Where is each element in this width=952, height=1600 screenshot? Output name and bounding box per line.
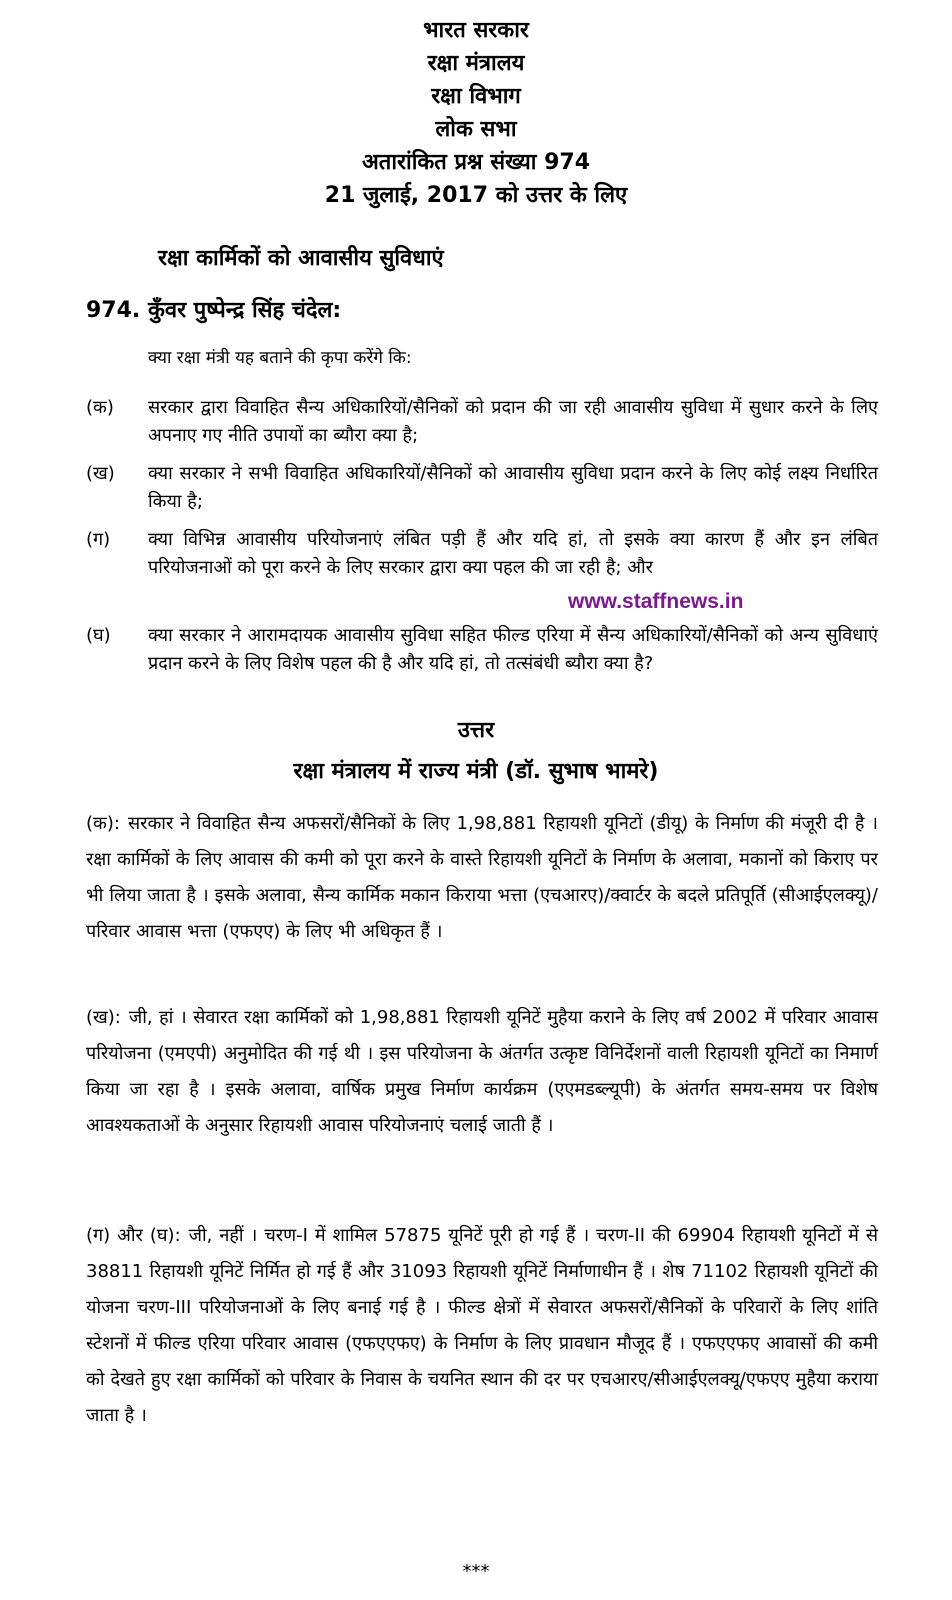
question-part-label: (ग)	[86, 529, 111, 550]
answer-part-text: जी, नहीं । चरण-I में शामिल 57875 यूनिटें पूरी हो गई हैं । चरण-II की 69904 रिहायशी यूनिटों में से 38811 रिहायशी यूनिटें निर्मित हो गई हैं और 31093 रिहायशी यूनिटें निर्माणाधीन हैं । शेष 71102 रिहायशी यूनिटों की योजना चरण-III परियोजनाओं के लिए बनाई गई है । फील्ड क्षेत्रों में सेवारत अफसरों/सैनिकों के परिवारों के लिए शांति स्टेशनों में फील्ड एरिया परिवार आवास (एफएएफए) के निर्माण के लिए प्रावधान मौजूद हैं । एफएएफए आवासों की कमी को देखते हुए रक्षा कार्मिकों को परिवार के निवास के चयनित स्थान की दर पर एचआरए/सीआईएलक्यू/एफएए मुहैया कराया जाता है ।	[86, 1225, 879, 1426]
question-part-ka	[86, 394, 878, 450]
question-part-ga	[86, 526, 878, 582]
question-part-text: क्या सरकार ने आरामदायक आवासीय सुविधा सहित फील्ड एरिया में सैन्य अधिकारियों/सैनिकों को अन्य सुविधाएं प्रदान करने के लिए विशेष पहल की है और यदि हां, तो तत्संबंधी ब्यौरा क्या है?	[148, 625, 878, 674]
question-part-gha	[86, 622, 878, 678]
question-part-kha	[86, 460, 878, 516]
header-department: रक्षा विभाग	[431, 84, 521, 109]
question-part-text: क्या सरकार ने सभी विवाहित अधिकारियों/सैनिकों को आवासीय सुविधा प्रदान करने के लिए कोई लक्ष्य निर्धारित किया है;	[148, 463, 878, 512]
answer-part-label: (ख):	[86, 1007, 121, 1028]
answering-minister: रक्षा मंत्रालय में राज्य मंत्री (डॉ. सुभाष भामरे)	[293, 759, 659, 784]
answer-part-text: सरकार ने विवाहित सैन्य अफसरों/सैनिकों के लिए 1,98,881 रिहायशी यूनिटों (डीयू) के निर्माण की मंजूरी दी है । रक्षा कार्मिकों के लिए आवास की कमी को पूरा करने के वास्ते रिहायशी यूनिटों के निर्माण के अलावा, मकानों को किराए पर भी लिया जाता है । इसके अलावा, सैन्य कार्मिक मकान किराया भत्ता (एचआरए)/क्वार्टर के बदले प्रतिपूर्ति (सीआईएलक्यू)/परिवार आवास भत्ता (एफएए) के लिए भी अधिकृत हैं ।	[86, 813, 878, 942]
question-subject: रक्षा कार्मिकों को आवासीय सुविधाएं	[158, 246, 444, 271]
header-question-number: अतारांकित प्रश्न संख्या 974	[361, 150, 591, 175]
answer-part-ka	[86, 806, 878, 950]
answer-heading: उत्तर	[457, 718, 495, 743]
question-part-text: सरकार द्वारा विवाहित सैन्य अधिकारियों/सैनिकों को प्रदान की जा रही आवासीय सुविधा में सुधार करने के लिए अपनाए गए नीति उपायों का ब्यौरा क्या है;	[148, 397, 878, 446]
question-part-label: (ख)	[86, 463, 115, 484]
question-intro: क्या रक्षा मंत्री यह बताने की कृपा करेंगे कि:	[148, 348, 412, 368]
question-part-label: (क)	[86, 397, 114, 418]
question-part-label: (घ)	[86, 625, 111, 646]
header-ministry: रक्षा मंत्रालय	[427, 51, 525, 76]
header-government: भारत सरकार	[423, 18, 529, 43]
question-heading: 974. कुँवर पुष्पेन्द्र सिंह चंदेल:	[86, 298, 342, 323]
end-of-document-mark: ***	[462, 1561, 490, 1582]
answer-part-label: (क):	[86, 813, 120, 834]
header-house: लोक सभा	[435, 117, 517, 142]
document-header	[0, 14, 952, 212]
question-part-text: क्या विभिन्न आवासीय परियोजनाएं लंबित पड़ी हैं और यदि हां, तो इसके क्या कारण हैं और इन लंबित परियोजनाओं को पूरा करने के लिए सरकार द्वारा क्या पहल की जा रही है; और	[148, 529, 878, 578]
header-answer-date: 21 जुलाई, 2017 को उत्तर के लिए	[324, 183, 628, 208]
watermark-url: www.staffnews.in	[568, 590, 744, 613]
answer-part-label: (ग) और (घ):	[86, 1225, 181, 1246]
answer-part-text: जी, हां । सेवारत रक्षा कार्मिकों को 1,98,881 रिहायशी यूनिटें मुहैया कराने के लिए वर्ष 2002 में परिवार आवास परियोजना (एमएपी) अनुमोदित की गई थी । इस परियोजना के अंतर्गत उत्कृष्ट विनिर्देशनों वाली रिहायशी यूनिटों का निमार्ण किया जा रहा है । इसके अलावा, वार्षिक प्रमुख निर्माण कार्यक्रम (एएमडब्ल्यूपी) के अंतर्गत समय-समय पर विशेष आवश्यकताओं के अनुसार रिहायशी आवास परियोजनाएं चलाई जाती हैं ।	[86, 1007, 878, 1136]
answer-part-kha	[86, 1000, 878, 1144]
answer-part-ga-gha	[86, 1218, 878, 1434]
